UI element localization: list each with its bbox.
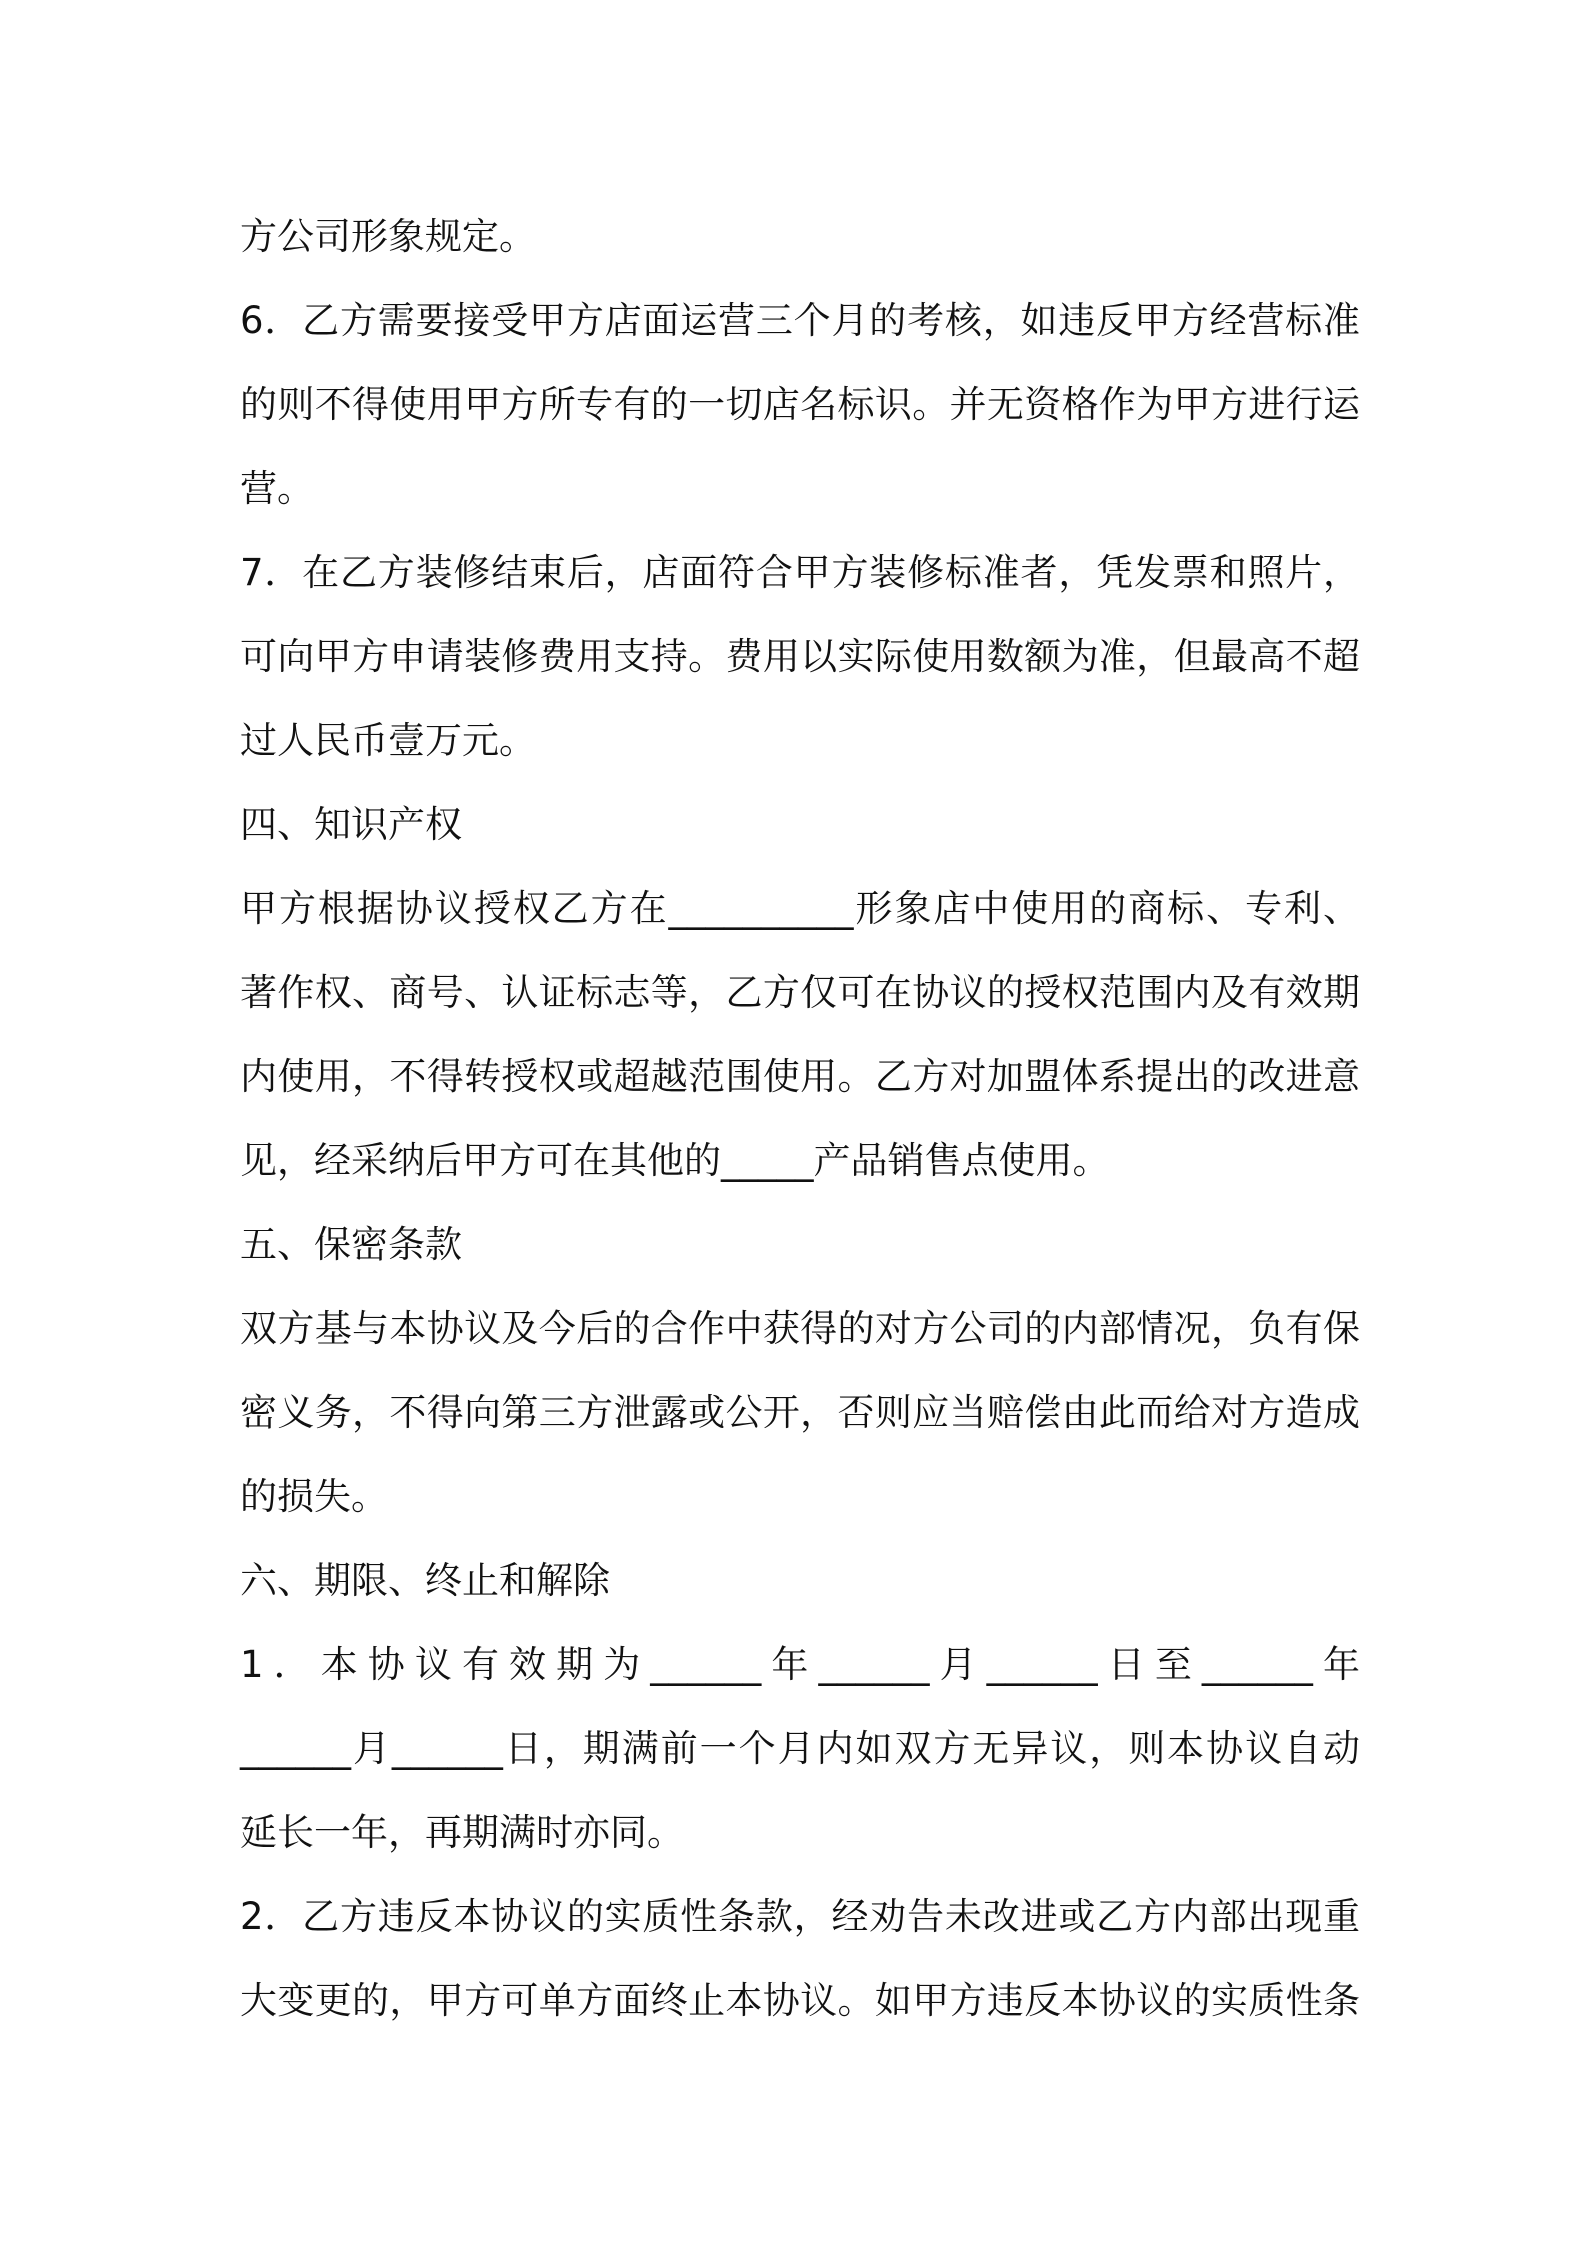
text-line: 的则不得使用甲方所专有的一切店名标识。并无资格作为甲方进行运 xyxy=(240,383,1360,426)
text-line: 6．乙方需要接受甲方店面运营三个月的考核，如违反甲方经营标准 xyxy=(240,299,1360,342)
text-line: 甲方根据协议授权乙方在__________形象店中使用的商标、专利、 xyxy=(240,887,1360,930)
document-body xyxy=(240,195,1360,2043)
text-line: 营。 xyxy=(240,467,314,510)
text-line: 大变更的，甲方可单方面终止本协议。如甲方违反本协议的实质性条 xyxy=(240,1979,1360,2022)
text-line: 1．本协议有效期为______年______月______日至______年 xyxy=(240,1643,1360,1686)
text-line: 著作权、商号、认证标志等，乙方仅可在协议的授权范围内及有效期 xyxy=(240,971,1360,1014)
section-heading: 六、期限、终止和解除 xyxy=(240,1559,610,1602)
text-line: 密义务，不得向第三方泄露或公开，否则应当赔偿由此而给对方造成 xyxy=(240,1391,1360,1434)
text-line: 双方基与本协议及今后的合作中获得的对方公司的内部情况，负有保 xyxy=(240,1307,1360,1350)
text-line: 过人民币壹万元。 xyxy=(240,719,536,762)
text-line: ______月______日，期满前一个月内如双方无异议，则本协议自动 xyxy=(240,1727,1360,1770)
text-line: 内使用，不得转授权或超越范围使用。乙方对加盟体系提出的改进意 xyxy=(240,1055,1360,1098)
text-line: 见，经采纳后甲方可在其他的_____产品销售点使用。 xyxy=(240,1139,1110,1182)
text-line: 可向甲方申请装修费用支持。费用以实际使用数额为准，但最高不超 xyxy=(240,635,1360,678)
text-line: 的损失。 xyxy=(240,1475,388,1518)
section-heading: 五、保密条款 xyxy=(240,1223,462,1266)
text-line: 延长一年，再期满时亦同。 xyxy=(240,1811,684,1854)
text-line: 2．乙方违反本协议的实质性条款，经劝告未改进或乙方内部出现重 xyxy=(240,1895,1360,1938)
text-line: 方公司形象规定。 xyxy=(240,215,536,258)
section-heading: 四、知识产权 xyxy=(240,803,462,846)
text-line: 7．在乙方装修结束后，店面符合甲方装修标准者，凭发票和照片， xyxy=(240,551,1360,594)
